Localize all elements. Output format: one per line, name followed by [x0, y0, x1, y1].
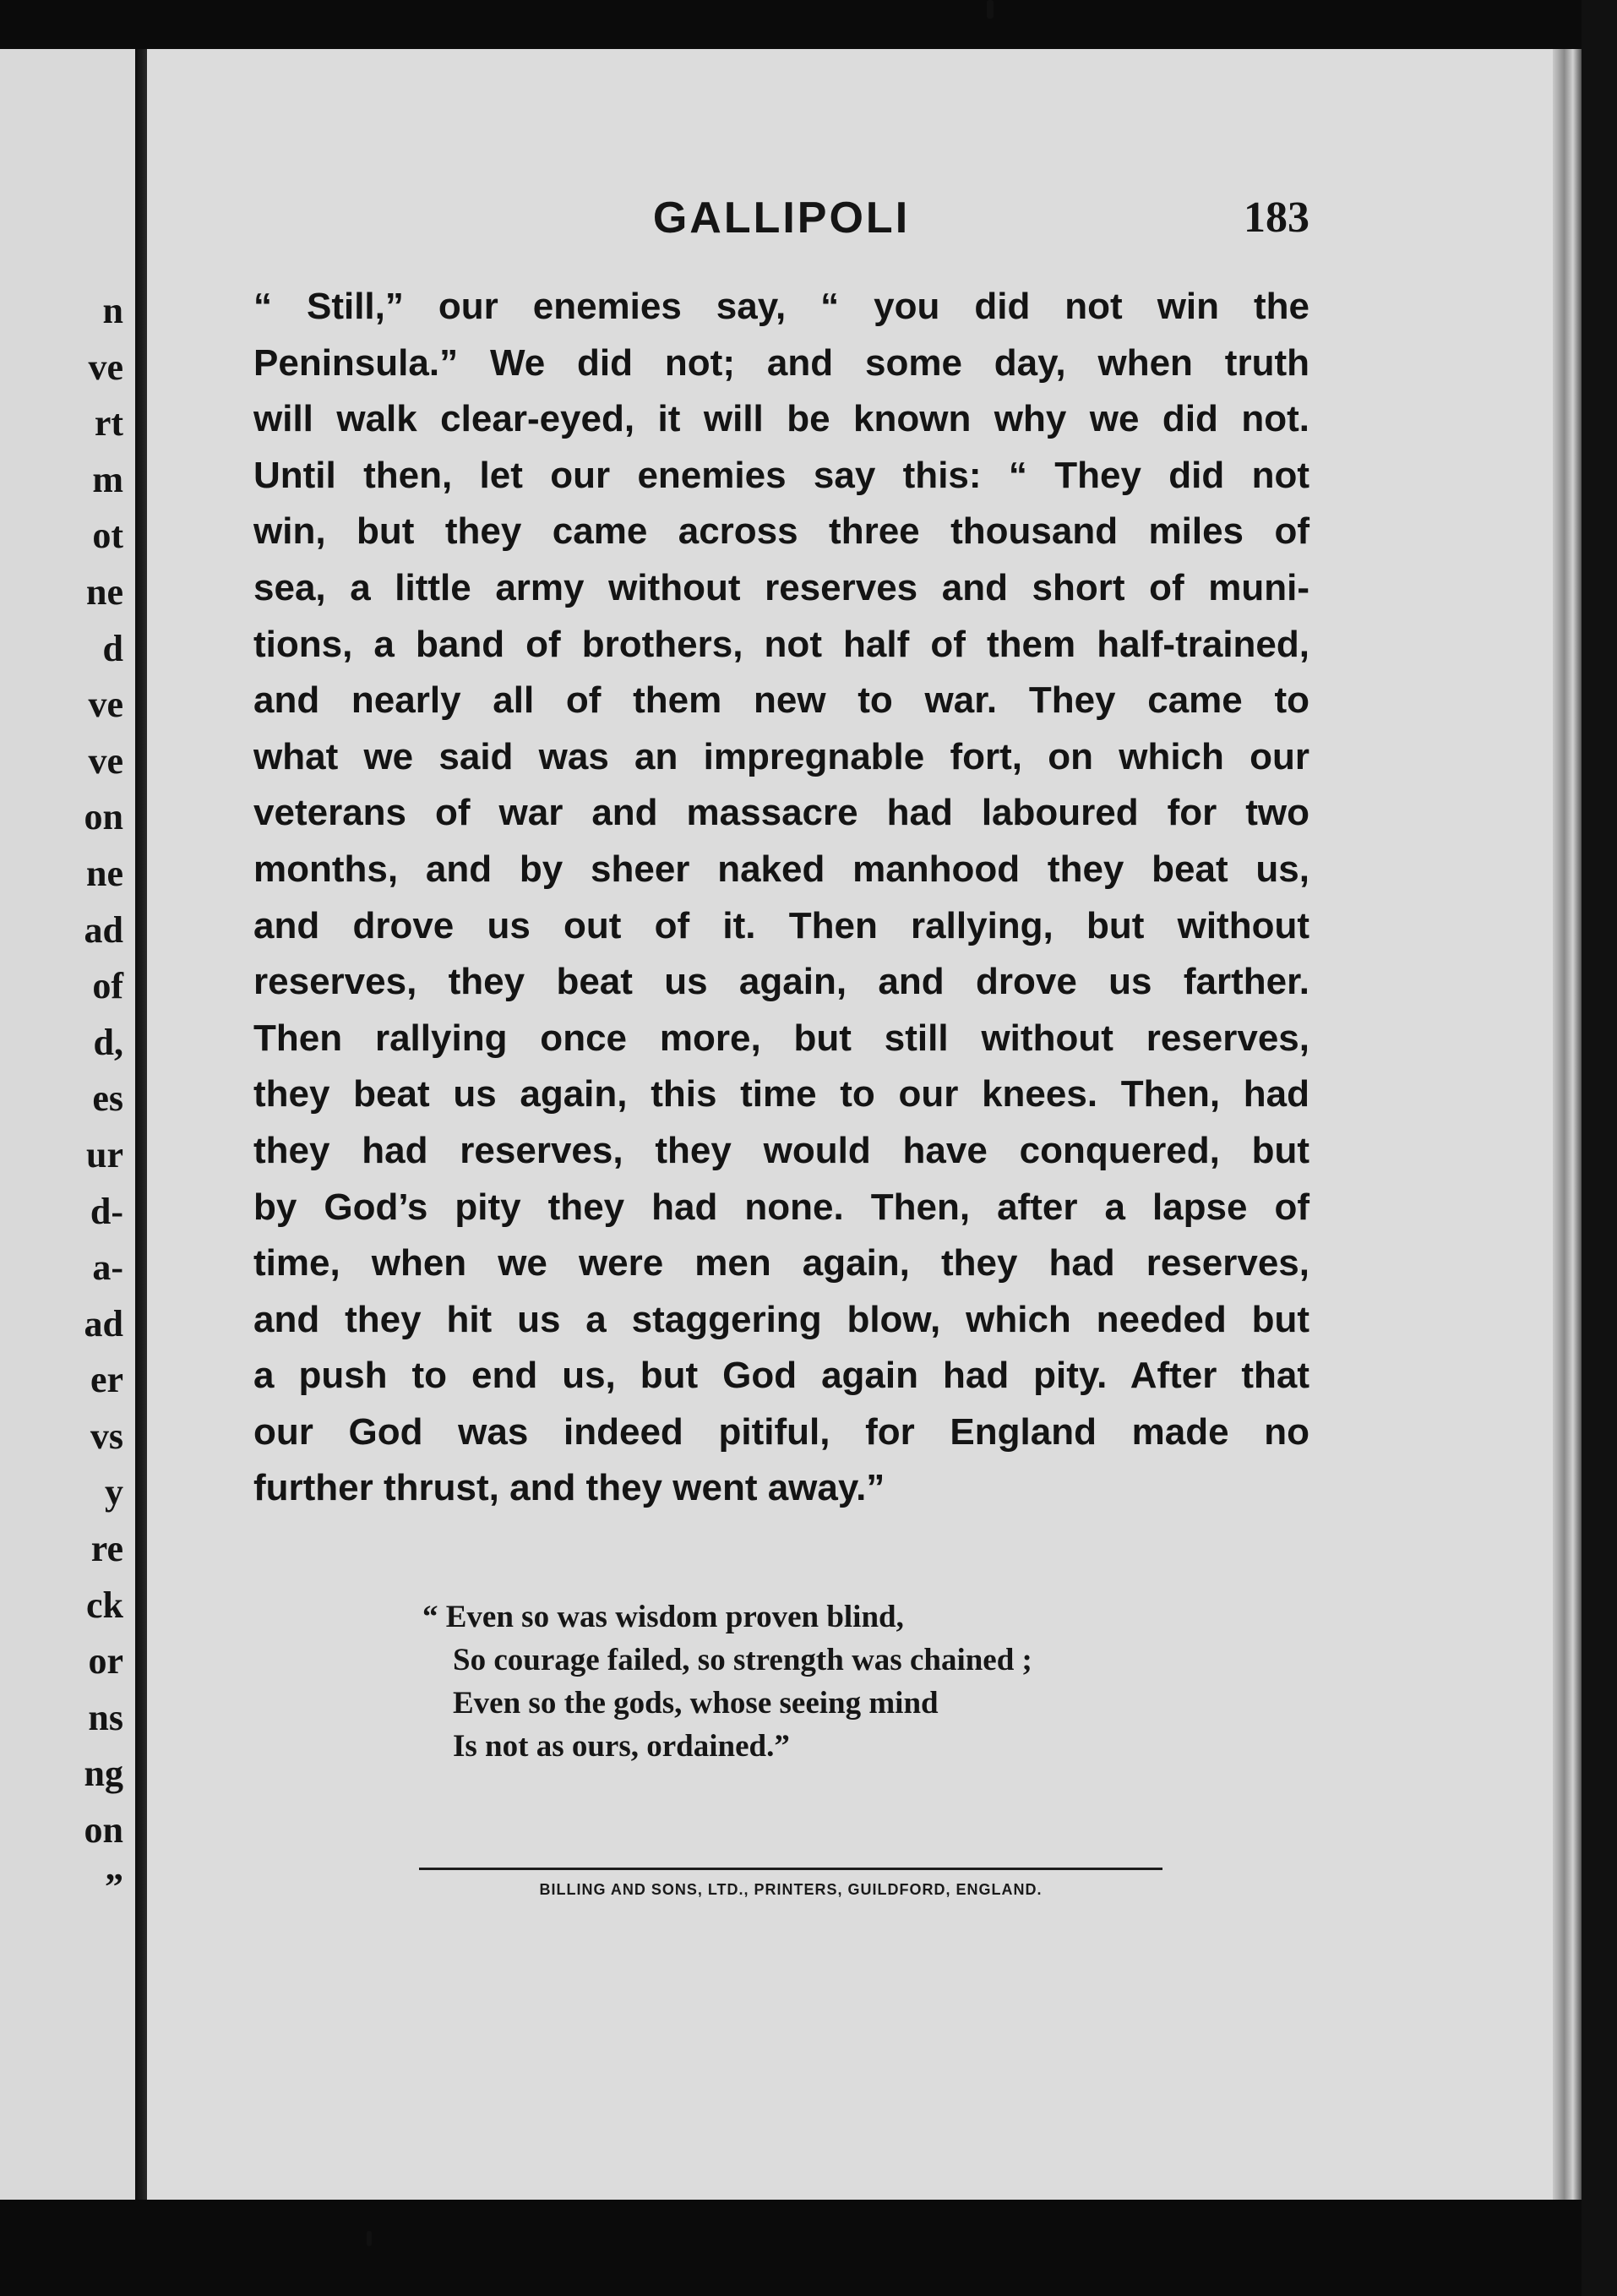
fragment-line: er — [90, 1359, 123, 1401]
fragment-line: a- — [92, 1246, 123, 1289]
fragment-line: m — [92, 458, 123, 500]
scan-border — [1582, 0, 1617, 2296]
fragment-line: ad — [84, 908, 123, 951]
fragment-line: ck — [86, 1584, 123, 1626]
text-line: further thrust, and they went away.” — [253, 1467, 885, 1509]
body-text — [253, 279, 1309, 1517]
fragment-line: ve — [88, 739, 123, 782]
fragment-line: ve — [88, 684, 123, 726]
text-line: what we said was an impregnable fort, on which our — [253, 735, 1309, 777]
scan-speck — [367, 2231, 372, 2246]
fragment-line: d, — [93, 1021, 123, 1063]
text-line: tions, a band of brothers, not half of them half-trained, — [253, 623, 1309, 665]
verse-line: So courage failed, so strength was chained ; — [453, 1643, 1032, 1677]
fragment-line: ” — [105, 1865, 123, 1907]
text-line: “ Still,” our enemies say, “ you did not win the — [253, 286, 1309, 327]
fragment-line: ad — [84, 1302, 123, 1344]
fragment-line: on — [84, 1809, 123, 1852]
verse-line: “ Even so was wisdom proven blind, — [422, 1600, 904, 1634]
text-line: they beat us again, this time to our knees. Then, had — [253, 1073, 1309, 1115]
fragment-line: rt — [94, 402, 123, 444]
fragment-line: of — [92, 965, 123, 1007]
text-line: and they hit us a staggering blow, which needed but — [253, 1298, 1309, 1340]
text-line: our God was indeed pitiful, for England made no — [253, 1410, 1309, 1453]
running-title: GALLIPOLI — [652, 194, 911, 243]
fragment-line: n — [102, 290, 123, 331]
fragment-line: d- — [90, 1190, 123, 1232]
verse-line: Is not as ours, ordained.” — [453, 1729, 790, 1764]
text-line: win, but they came across three thousand miles of — [253, 510, 1309, 553]
fragment-line: ng — [84, 1753, 123, 1795]
fragment-line: ot — [92, 515, 123, 557]
running-head — [253, 193, 1309, 269]
fragment-line: re — [90, 1528, 123, 1570]
fragment-line: vs — [90, 1415, 123, 1457]
page-number: 183 — [1244, 194, 1309, 242]
fragment-line: d — [102, 627, 123, 669]
text-line: Peninsula.” We did not; and some day, when truth — [253, 341, 1309, 384]
text-line: a push to end us, but God again had pity. After that — [253, 1355, 1309, 1397]
text-line: they had reserves, they would have conquered, but — [253, 1129, 1309, 1171]
text-line: by God’s pity they had none. Then, after a lapse of — [253, 1186, 1309, 1228]
text-line: months, and by sheer naked manhood they beat us, — [253, 848, 1309, 890]
book-gutter — [135, 49, 147, 2200]
verse-quotation — [422, 1595, 1183, 1768]
text-line: sea, a little army without reserves and short of muni- — [253, 566, 1309, 608]
fragment-line: ns — [88, 1696, 123, 1738]
scan-speck — [987, 0, 994, 19]
fragment-line: ne — [86, 570, 123, 613]
printer-imprint: BILLING AND SONS, LTD., PRINTERS, GUILDFORD, ENGLAND. — [539, 1881, 1043, 1898]
fragment-line: y — [105, 1471, 123, 1513]
fragment-line: ne — [86, 852, 123, 894]
fragment-line: es — [92, 1077, 123, 1120]
verse-line: Even so the gods, whose seeing mind — [453, 1686, 939, 1721]
imprint-rule — [419, 1868, 1162, 1870]
fragment-line: ur — [86, 1133, 123, 1175]
text-line: Then rallying once more, but still without reserves, — [253, 1017, 1309, 1059]
text-line: reserves, they beat us again, and drove us farther. — [253, 961, 1309, 1003]
text-line: time, when we were men again, they had reserves, — [253, 1242, 1309, 1284]
previous-page-text-fragments — [0, 283, 135, 1915]
text-line: and drove us out of it. Then rallying, but without — [253, 904, 1309, 946]
text-line: and nearly all of them new to war. They came to — [253, 679, 1309, 722]
fragment-line: on — [84, 796, 123, 838]
fragment-line: or — [88, 1640, 123, 1682]
text-line: veterans of war and massacre had laboured for two — [253, 792, 1309, 834]
fragment-line: ve — [88, 346, 123, 388]
text-line: Until then, let our enemies say this: “ They did not — [253, 454, 1309, 496]
page-edge — [1553, 49, 1582, 2200]
text-line: will walk clear-eyed, it will be known why we did not. — [253, 398, 1309, 440]
